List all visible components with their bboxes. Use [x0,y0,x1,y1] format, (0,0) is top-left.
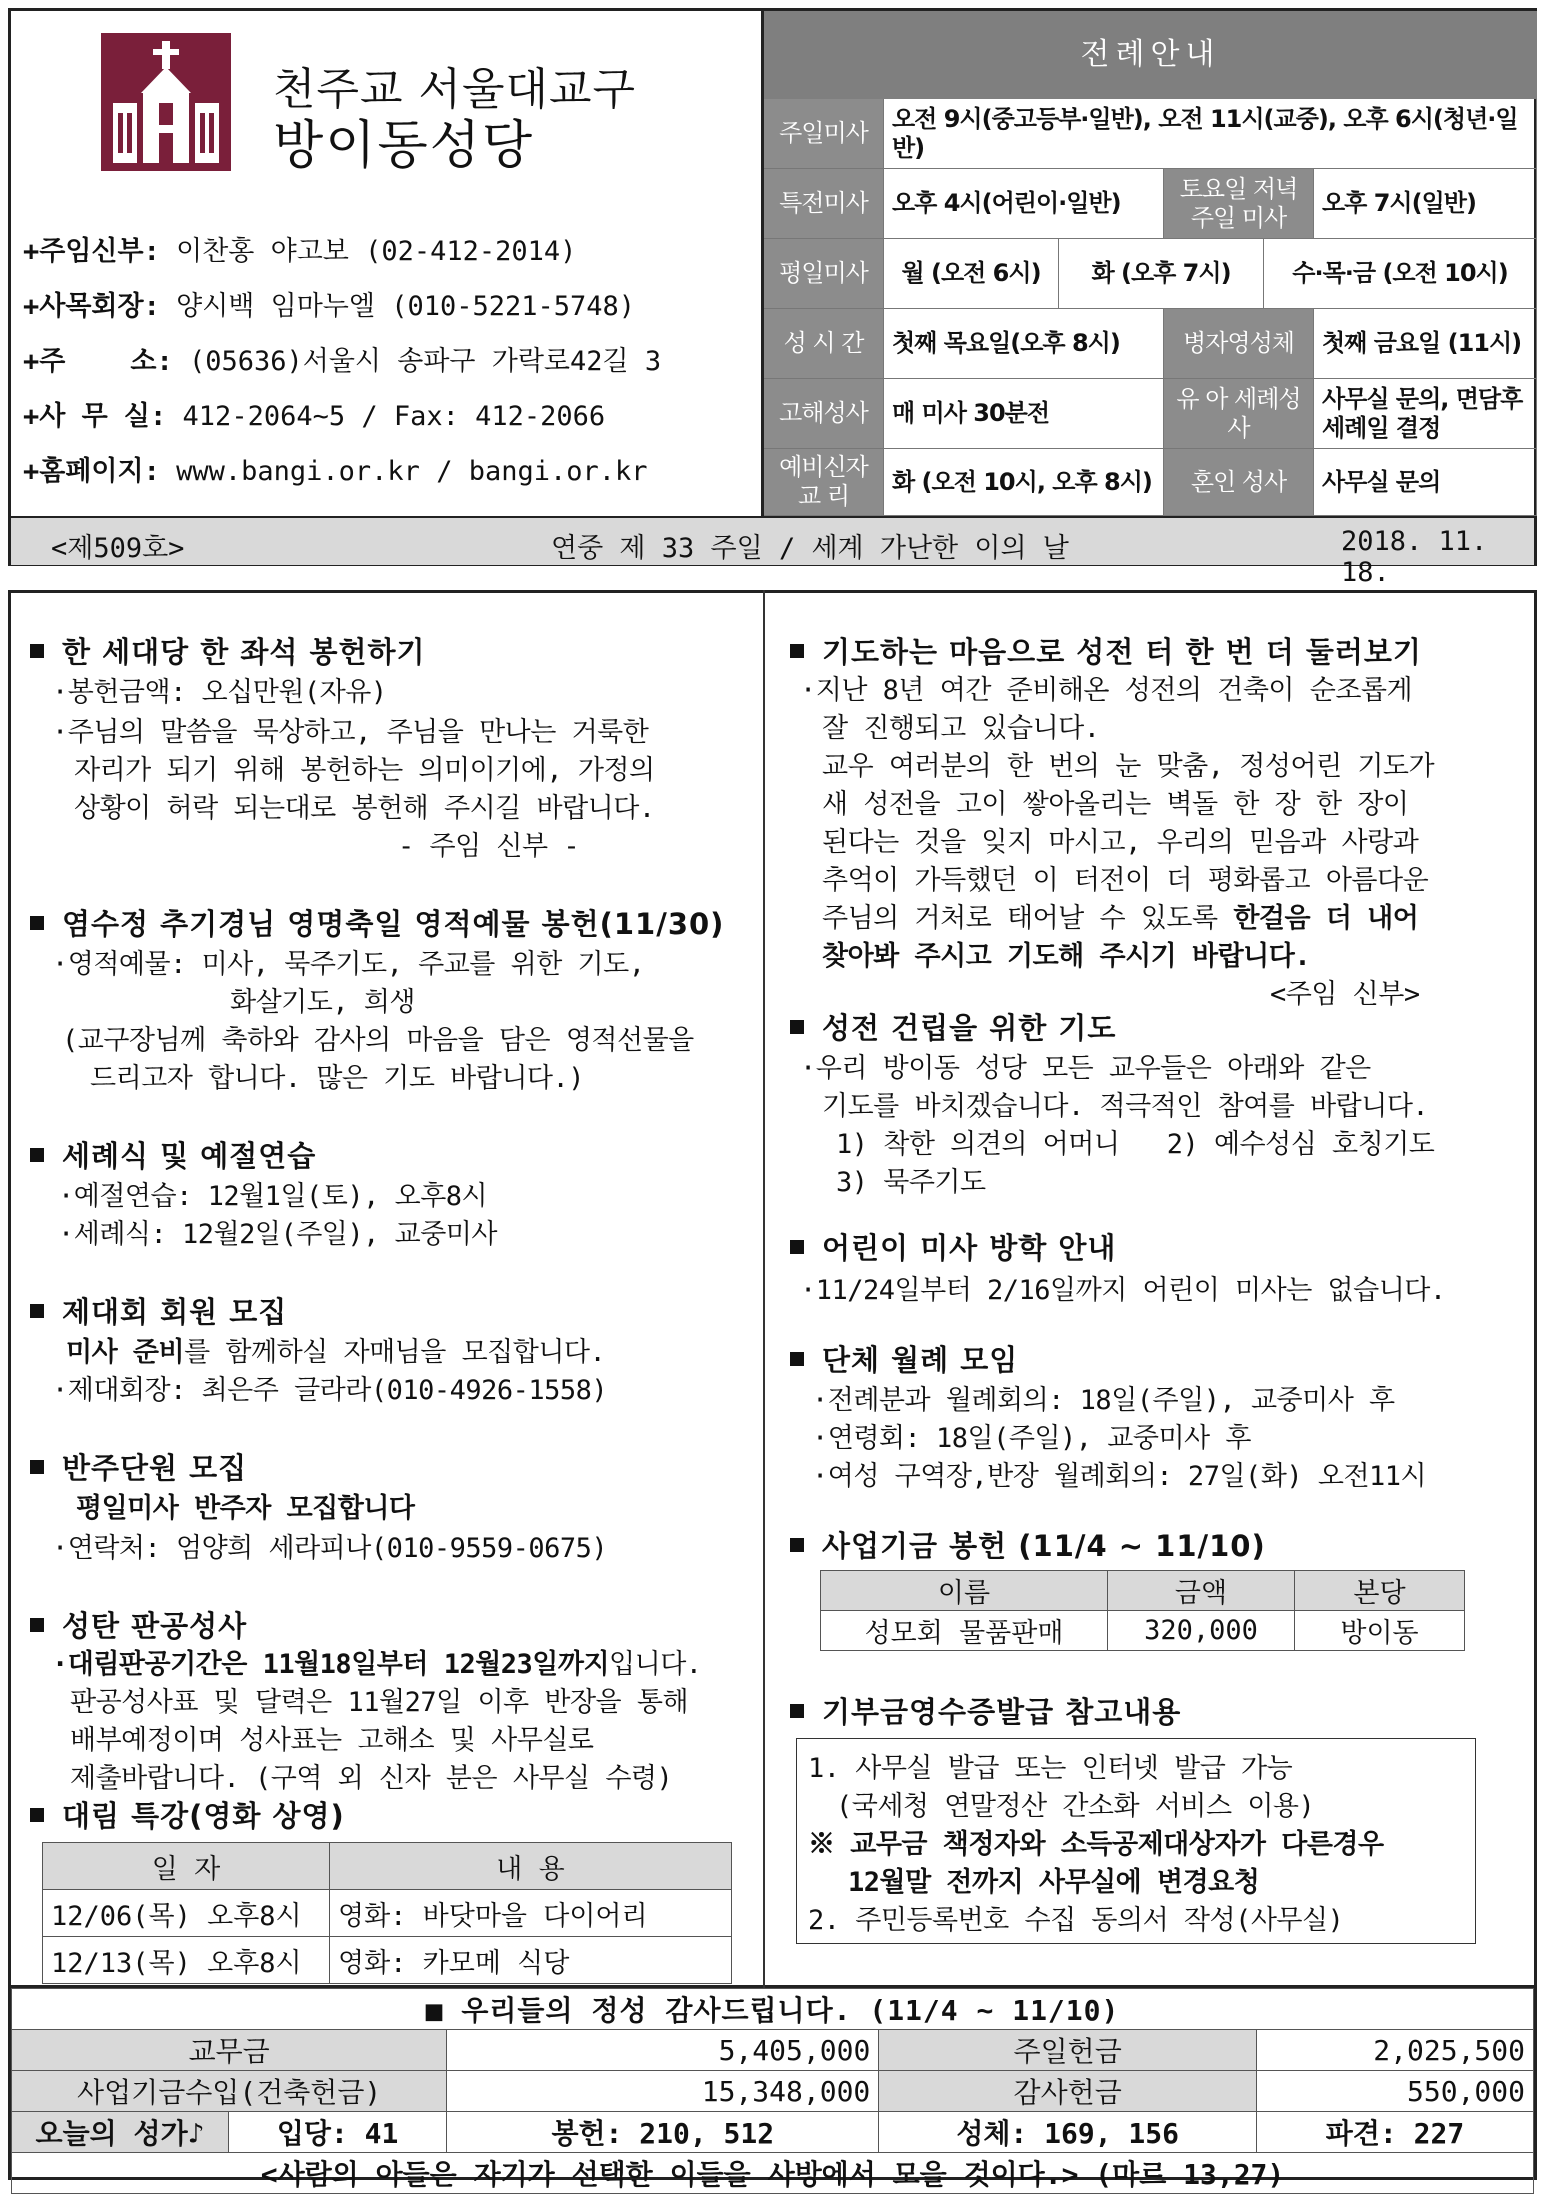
sunday-mass-label: 주일미사 [764,99,884,169]
eve-mass-label: 특전미사 [764,169,884,239]
holy-hour-time: 첫째 목요일(오후 8시) [884,309,1164,379]
column-header: 내 용 [330,1843,732,1890]
text-line: 3) 묵주기도 [836,1167,986,1198]
offering-value: 5,405,000 [447,2030,879,2071]
section-seat-offering: 한 세대당 한 좌석 봉헌하기 [30,630,426,671]
info-label: +주임신부: [23,236,160,267]
offering-label: 사업기금수입(건축헌금) [12,2071,447,2112]
column-divider [763,590,765,1988]
infant-baptism-info: 사무실 문의, 면담후 세례일 결정 [1314,379,1537,449]
square-bullet-icon [790,1020,804,1034]
text-line: ·봉헌금액: 오십만원(자유) [52,677,387,708]
text-line: (교구장님께 축하와 감사의 마음을 담은 영적선물을 [62,1025,694,1056]
eve-mass-time: 오후 4시(어린이·일반) [884,169,1164,239]
table-cell: 12/13(목) 오후8시 [43,1937,330,1984]
section-project-fund: 사업기금 봉헌 (11/4 ~ 11/10) [790,1524,1266,1565]
weekday-wed-fri: 수·목·금 (오전 10시) [1264,239,1537,309]
info-value: 양시백 임마누엘 (010-5221-5748) [176,291,636,322]
table-row [12,2030,1534,2071]
offering-table [11,1988,1534,2194]
confession-time: 매 미사 30분전 [884,379,1164,449]
issue-date: 2018. 11. 18. [1341,526,1488,588]
text-line: ·지난 8년 여간 준비해온 성전의 건축이 순조롭게 [800,675,1413,706]
section-baptism: 세례식 및 예절연습 [30,1134,316,1175]
table-row [12,2112,1534,2153]
text-line: 화살기도, 희생 [230,987,416,1018]
archdiocese-name: 천주교 서울대교구 [273,64,637,115]
marriage-info: 사무실 문의 [1314,449,1537,516]
parish-info-panel [11,11,761,516]
square-bullet-icon [30,1618,44,1632]
table-row [43,1890,732,1937]
text-line: ·세례식: 12월2일(주일), 교중미사 [58,1219,497,1250]
confession-label: 고해성사 [764,379,884,449]
info-label: +홈페이지: [23,456,160,487]
text-line: 추억이 가득했던 이 터전이 더 평화롭고 아름다운 [822,865,1429,896]
square-bullet-icon [790,1704,804,1718]
text-line: 찾아봐 주시고 기도해 주시기 바랍니다. [822,941,1311,972]
text-line: 미사 준비를 함께하실 자매님을 모집합니다. [66,1337,606,1368]
liturgy-title: 전례안내 [764,11,1537,99]
issue-bar [11,516,1534,588]
hymn-communion: 성체: 169, 156 [879,2112,1257,2153]
text-line: ·예절연습: 12월1일(토), 오후8시 [58,1181,488,1212]
text-line: 평일미사 반주자 모집합니다 [76,1493,415,1524]
square-bullet-icon [30,1460,44,1474]
text-line: ·우리 방이동 성당 모든 교우들은 아래와 같은 [800,1053,1371,1084]
square-bullet-icon [30,916,44,930]
bulletin-header [8,8,1537,588]
table-cell: 12/06(목) 오후8시 [43,1890,330,1937]
text-line: 기도를 바치겠습니다. 적극적인 참여를 바랍니다. [822,1091,1429,1122]
offering-summary [8,1988,1537,2191]
project-fund-table [820,1570,1465,1651]
parish-name: 방이동성당 [273,116,535,176]
info-value: www.bangi.or.kr / bangi.or.kr [176,456,648,487]
weekday-tue: 화 (오후 7시) [1059,239,1264,309]
text-line: 판공성사표 및 달력은 11월27일 이후 반장을 통해 [70,1687,689,1718]
section-donation-receipt: 기부금영수증발급 참고내용 [790,1690,1181,1731]
text-line: 12월말 전까지 사무실에 변경요청 [848,1867,1260,1898]
text-line: ·대림판공기간은 11월18일부터 12월23일까지입니다. [52,1649,702,1680]
text-line: 된다는 것을 잊지 마시고, 우리의 믿음과 사랑과 [822,827,1419,858]
marriage-label: 혼인 성사 [1164,449,1314,516]
thanks-heading: ■ 우리들의 정성 감사드립니다. (11/4 ~ 11/10) [12,1989,1534,2030]
section-kids-mass: 어린이 미사 방학 안내 [790,1226,1116,1267]
hymn-label: 오늘의 성가♪ [12,2112,229,2153]
text-line: 1) 착한 의견의 어머니 2) 예수성심 호칭기도 [836,1129,1435,1160]
text-line: ·연령회: 18일(주일), 교중미사 후 [812,1423,1251,1454]
info-value: 이찬홍 야고보 (02-412-2014) [176,236,577,267]
hymn-entrance: 입당: 41 [229,2112,447,2153]
section-christmas-confession: 성탄 판공성사 [30,1604,247,1645]
text-line: 배부예정이며 성사표는 고해소 및 사무실로 [70,1725,594,1756]
sick-communion-time: 첫째 금요일 (11시) [1314,309,1537,379]
info-value: 412-2064~5 / Fax: 412-2066 [182,401,606,432]
section-accompanist: 반주단원 모집 [30,1446,247,1487]
section-advent-lecture: 대림 특강(영화 상영) [30,1794,345,1835]
text-line: ·영적예물: 미사, 묵주기도, 주교를 위한 기도, [52,949,645,980]
table-cell: 영화: 카모메 식당 [330,1937,732,1984]
square-bullet-icon [790,1538,804,1552]
council-president-info [23,284,635,323]
church-logo-icon [101,33,231,171]
column-header: 일 자 [43,1843,330,1890]
catechumen-time: 화 (오전 10시, 오후 8시) [884,449,1164,516]
offering-label: 주일헌금 [879,2030,1257,2071]
column-header: 금액 [1108,1571,1295,1611]
advent-lecture-table [42,1842,732,1984]
text-line: ·여성 구역장,반장 월례회의: 27일(화) 오전11시 [812,1461,1427,1492]
text-line: 제출바랍니다. (구역 외 신자 분은 사무실 수령) [70,1763,673,1794]
table-row [12,2071,1534,2112]
text-line: ·11/24일부터 2/16일까지 어린이 미사는 없습니다. [800,1275,1446,1306]
square-bullet-icon [30,1808,44,1822]
infant-baptism-label: 유 아 세례성사 [1164,379,1314,449]
table-row [12,2153,1534,2194]
offering-label: 교무금 [12,2030,447,2071]
text-line: 드리고자 합니다. 많은 기도 바랍니다.) [90,1063,585,1094]
column-header: 이름 [821,1571,1108,1611]
text-line: 교우 여러분의 한 번의 눈 맞춤, 정성어린 기도가 [822,751,1435,782]
text-line: ※ 교무금 책정자와 소득공제대상자가 다른경우 [808,1829,1384,1860]
text-line: ·제대회장: 최은주 글라라(010-4926-1558) [52,1375,608,1406]
text-line: 잘 진행되고 있습니다. [822,713,1100,744]
text-line: ·전례분과 월례회의: 18일(주일), 교중미사 후 [812,1385,1395,1416]
table-cell: 방이동 [1295,1611,1465,1651]
table-row [12,1989,1534,2030]
address-info [23,339,661,378]
holy-hour-label: 성 시 간 [764,309,884,379]
text-line: 상황이 허락 되는대로 봉헌해 주시길 바랍니다. [74,793,655,824]
table-header-row [43,1843,732,1890]
weekday-mon: 월 (오전 6시) [884,239,1059,309]
square-bullet-icon [30,1148,44,1162]
text-line: - 주임 신부 - [398,831,580,862]
table-row [821,1611,1465,1651]
issue-number: <제509호> [51,533,185,564]
catechumen-label: 예비신자 교 리 [764,449,884,516]
offering-value: 2,025,500 [1257,2030,1534,2071]
table-cell: 320,000 [1108,1611,1295,1651]
section-prayer-for-church: 성전 건립을 위한 기도 [790,1006,1116,1047]
text-line: 1. 사무실 발급 또는 인터넷 발급 가능 [808,1753,1293,1784]
pastor-info [23,229,576,268]
square-bullet-icon [30,1304,44,1318]
office-info [23,394,605,433]
hymn-offertory: 봉헌: 210, 512 [447,2112,879,2153]
sick-communion-label: 병자영성체 [1164,309,1314,379]
table-cell: 성모회 물품판매 [821,1611,1108,1651]
square-bullet-icon [790,644,804,658]
issue-title: 연중 제 33 주일 / 세계 가난한 이의 날 [551,533,1069,564]
info-label: +사 무 실: [23,401,167,432]
square-bullet-icon [790,1240,804,1254]
text-line: ·연락처: 엄양희 세라피나(010-9559-0675) [52,1533,608,1564]
section-group-meetings: 단체 월례 모임 [790,1338,1018,1379]
table-header-row [821,1571,1465,1611]
info-label: +사목회장: [23,291,160,322]
section-church-site: 기도하는 마음으로 성전 터 한 번 더 둘러보기 [790,630,1422,671]
column-header: 본당 [1295,1571,1465,1611]
saturday-evening-label: 토요일 저녁 주일 미사 [1164,169,1314,239]
offering-value: 550,000 [1257,2071,1534,2112]
square-bullet-icon [790,1352,804,1366]
liturgy-guide [761,11,1537,516]
offering-value: 15,348,000 [447,2071,879,2112]
saturday-evening-time: 오후 7시(일반) [1314,169,1537,239]
text-line: <주임 신부> [1270,979,1420,1010]
offering-label: 감사헌금 [879,2071,1257,2112]
square-bullet-icon [30,644,44,658]
homepage-info [23,449,648,488]
text-line: ·주님의 말씀을 묵상하고, 주님을 만나는 거룩한 [52,717,649,748]
text-line: (국세청 연말정산 간소화 서비스 이용) [836,1791,1315,1822]
info-label: +주 소: [23,346,173,377]
text-line: 주님의 거처로 태어날 수 있도록 한걸음 더 내어 [822,903,1419,934]
section-altar-guild: 제대회 회원 모집 [30,1290,287,1331]
table-cell: 영화: 바닷마을 다이어리 [330,1890,732,1937]
info-value: (05636)서울시 송파구 가락로42길 3 [188,346,662,377]
hymn-recessional: 파견: 227 [1257,2112,1534,2153]
text-line: 자리가 되기 위해 봉헌하는 의미이기에, 가정의 [74,755,655,786]
weekday-mass-label: 평일미사 [764,239,884,309]
table-row [43,1937,732,1984]
section-spiritual-gift: 염수정 추기경님 영명축일 영적예물 봉헌(11/30) [30,902,724,943]
text-line: 2. 주민등록번호 수집 동의서 작성(사무실) [808,1905,1344,1936]
scripture-verse: <사람의 아들은 자기가 선택한 이들을 사방에서 모을 것이다.> (마르 13,27) [12,2153,1534,2194]
sunday-mass-times: 오전 9시(중고등부·일반), 오전 11시(교중), 오후 6시(청년·일반) [884,99,1537,169]
text-line: 새 성전을 고이 쌓아올리는 벽돌 한 장 한 장이 [822,789,1409,820]
